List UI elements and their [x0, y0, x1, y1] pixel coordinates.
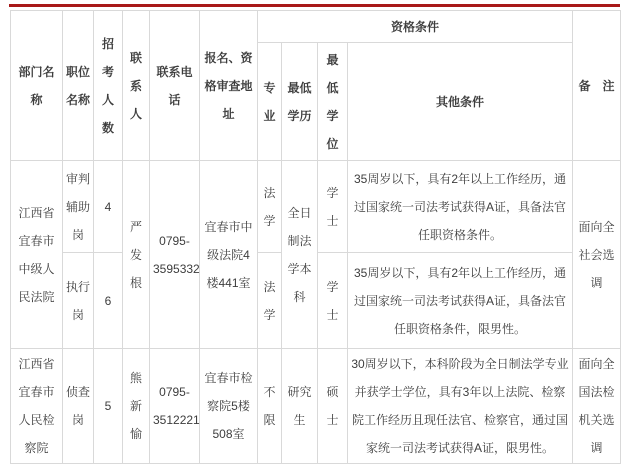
table-row [11, 349, 621, 464]
header-other-conditions: 其他条件 [348, 43, 573, 161]
header-min-education: 最低学历 [282, 43, 318, 161]
header-contact: 联系人 [123, 11, 150, 161]
cell-address: 宜春市检察院5楼508室 [200, 349, 258, 464]
cell-count: 5 [94, 349, 123, 464]
header-address: 报名、资格审查地址 [200, 11, 258, 161]
cell-other-conditions: 30周岁以下，本科阶段为全日制法学专业并获学士学位，具有3年以上法院、检察院工作经历且现任法官、检察官，通过国家统一司法考试获得A证，限男性。 [348, 349, 573, 464]
header-dept: 部门名称 [11, 11, 63, 161]
cell-major: 法学 [258, 161, 282, 253]
header-phone: 联系电话 [150, 11, 200, 161]
cell-dept: 江西省宜春市中级人民法院 [11, 161, 63, 349]
header-position: 职位名称 [63, 11, 94, 161]
header-remark: 备 注 [573, 11, 621, 161]
cell-count: 4 [94, 161, 123, 253]
header-count: 招考人数 [94, 11, 123, 161]
cell-position: 执行岗 [63, 253, 94, 349]
cell-phone: 0795-3595332 [150, 161, 200, 349]
cell-other-conditions: 35周岁以下，具有2年以上工作经历，通过国家统一司法考试获得A证，具备法官任职资格条件，限男性。 [348, 253, 573, 349]
cell-address: 宜春市中级法院4楼441室 [200, 161, 258, 349]
cell-remark: 面向全国法检机关选调 [573, 349, 621, 464]
cell-phone: 0795-3512221 [150, 349, 200, 464]
cell-dept: 江西省宜春市人民检察院 [11, 349, 63, 464]
recruitment-table [10, 10, 621, 464]
cell-min-degree: 学士 [318, 253, 348, 349]
cell-min-education: 全日制法学本科 [282, 161, 318, 349]
cell-count: 6 [94, 253, 123, 349]
cell-min-degree: 硕士 [318, 349, 348, 464]
table-row [11, 161, 621, 253]
cell-major: 法学 [258, 253, 282, 349]
cell-contact: 熊新愉 [123, 349, 150, 464]
table-body [11, 161, 621, 464]
header-qualifications-group: 资格条件 [258, 11, 573, 43]
header-min-degree: 最低学位 [318, 43, 348, 161]
cell-major: 不限 [258, 349, 282, 464]
cell-position: 侦查岗 [63, 349, 94, 464]
cell-contact: 严发根 [123, 161, 150, 349]
cell-min-degree: 学士 [318, 161, 348, 253]
cell-remark: 面向全社会选调 [573, 161, 621, 349]
cell-min-education: 研究生 [282, 349, 318, 464]
top-accent-rule [9, 4, 620, 7]
cell-other-conditions: 35周岁以下，具有2年以上工作经历，通过国家统一司法考试获得A证，具备法官任职资格条件。 [348, 161, 573, 253]
table-header [11, 11, 621, 161]
cell-position: 审判辅助岗 [63, 161, 94, 253]
header-major: 专业 [258, 43, 282, 161]
